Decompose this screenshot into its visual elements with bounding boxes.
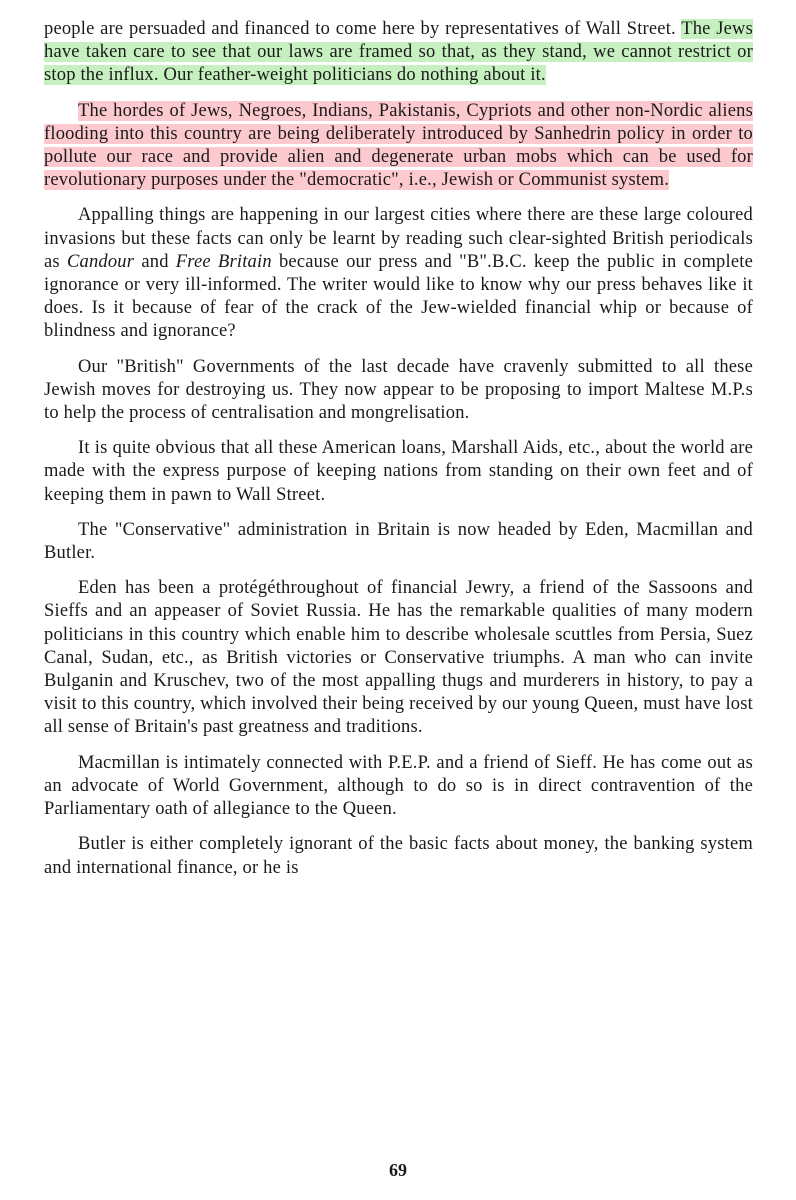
highlight-green: The Jews have taken care to see that our laws are framed so that, as they stand, we cannot restrict or stop the influx. Our feather-weight politicians do nothing about it. xyxy=(44,19,753,86)
paragraph-2 xyxy=(44,100,753,193)
paragraph-7: Eden has been a protégéthroughout of financial Jewry, a friend of the Sassoons and Sieffs and an appeaser of Soviet Russia. He has the remarkable qualities of many modern politicians in this country which enable him to describe wholesale scuttles from Persia, Suez Canal, Sudan, etc., as British victories or Conservative triumphs. A man who can invite Bulganin and Kruschev, two of the most appalling thugs and murderers in history, to pay a visit to this country, which involved their being received by our young Queen, must have lost all sense of Britain's past greatness and traditions. xyxy=(44,578,753,738)
paragraph-4: Our "British" Governments of the last decade have cravenly submitted to all these Jewish moves for destroying us. They now appear to be proposing to import Maltese M.P.s to help the process of centralisation and mongrelisation. xyxy=(44,356,753,424)
paragraph-3-and: and xyxy=(141,251,169,272)
paragraph-8: Macmillan is intimately connected with P.E.P. and a friend of Sieff. He has come out as an advocate of World Government, although to do so is in direct contravention of the Parliamentary oath of allegiance to the Queen. xyxy=(44,752,753,820)
highlight-red: The hordes of Jews, Negroes, Indians, Pakistanis, Cypriots and other non-Nordic aliens flooding into this country are being deliberately introduced by Sanhedrin policy in order to pollute our race and provide alien and degenerate urban mobs which can be used for revolutionary purposes under the "democratic", i.e., Jewish or Communist system. xyxy=(44,100,753,191)
periodical-candour: Candour xyxy=(66,251,135,272)
paragraph-6: The "Conservative" administration in Britain is now headed by Eden, Macmillan and Butler. xyxy=(44,519,753,564)
paragraph-1 xyxy=(44,18,753,88)
periodical-free-britain: Free Britain xyxy=(175,251,272,272)
paragraph-3 xyxy=(44,204,753,343)
paragraph-9: Butler is either completely ignorant of the basic facts about money, the banking system and international finance, or he is xyxy=(44,834,753,878)
paragraph-1-text: people are persuaded and financed to come here by representatives of Wall Street. xyxy=(44,19,676,39)
paragraph-3-text-a: Appalling things are happening in our largest cities where there are these large coloured invasions but these facts can only be learnt by reading such clear-sighted British periodicals as xyxy=(44,205,753,272)
paragraph-3-text-b: because our press and "B".B.C. keep the public in complete ignorance or very ill-informed. The writer would like to know why our press behaves like it does. Is it because of fear of the crack of the Jew-wielded financial whip or because of blindness and ignorance? xyxy=(44,251,754,342)
paragraph-5: It is quite obvious that all these American loans, Marshall Aids, etc., about the world are made with the express purpose of keeping nations from standing on their own feet and of keeping them in pawn to Wall Street. xyxy=(44,438,753,505)
document-page xyxy=(44,18,753,892)
page-number: 69 xyxy=(389,1160,407,1180)
